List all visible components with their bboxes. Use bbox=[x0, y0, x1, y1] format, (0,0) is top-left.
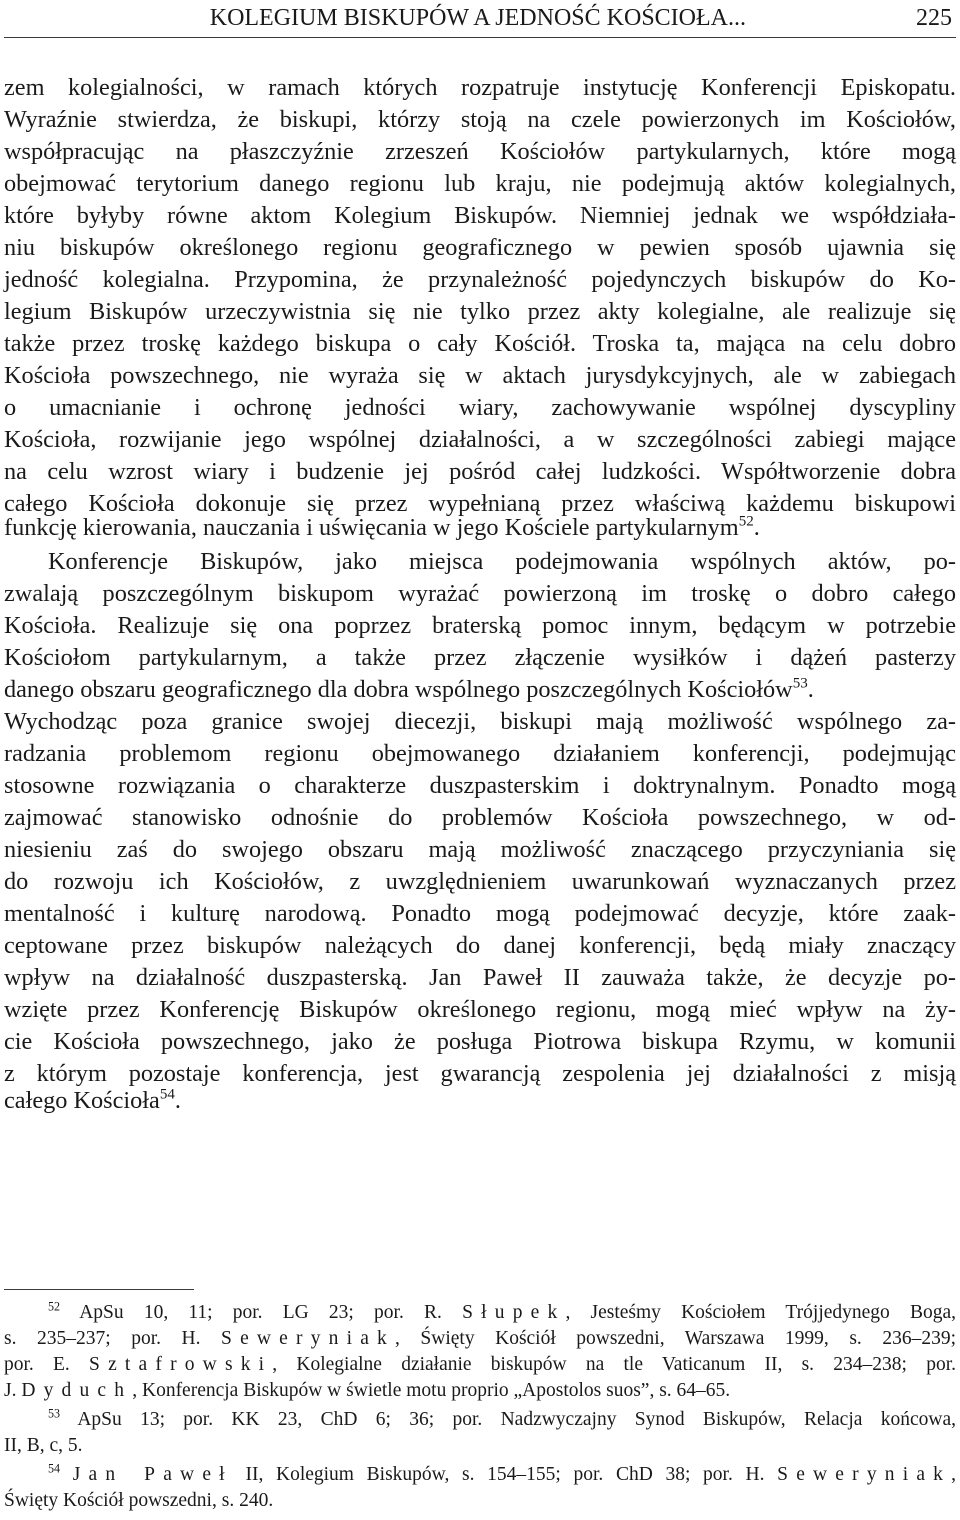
running-title: KOLEGIUM BISKUPÓW A JEDNOŚĆ KOŚCIOŁA... bbox=[209, 5, 746, 31]
body-line-text: funkcję kierowania, nauczania i uświęcania w jego Kościele partykularnym bbox=[4, 514, 739, 541]
body-line: Wychodząc poza granice swojej diecezji, biskupi mają możliwość wspólnego za- bbox=[4, 708, 956, 735]
body-line: stosowne rozwiązania o charakterze duszpasterskim i doktrynalnym. Ponadto mogą bbox=[4, 772, 956, 799]
body-line: niesieniu zaś do swojego obszaru mają możliwość znaczącego przyczyniania się bbox=[4, 836, 956, 863]
footnote-text: ApSu 13; por. KK 23, ChD 6; 36; por. Nadzwyczajny Synod Biskupów, Relacja końcowa, bbox=[77, 1409, 956, 1430]
body-line bbox=[4, 513, 956, 543]
footnote-line bbox=[48, 1463, 956, 1487]
body-line: wzięte przez Konferencję Biskupów określonego regionu, mogą mieć wpływ na ży- bbox=[4, 996, 956, 1023]
body-line-end: . bbox=[753, 514, 760, 541]
body-line: Konferencje Biskupów, jako miejsca podejmowania wspólnych aktów, po- bbox=[48, 548, 956, 575]
footnote-marker: 52 bbox=[48, 1299, 61, 1314]
body-line: z którym pozostaje konferencja, jest gwarancją zespolenia jej działalności z misją bbox=[4, 1060, 956, 1087]
footnote-text: II, Kolegium Biskupów, s. 154–155; por. ChD 38; por. H. bbox=[232, 1464, 765, 1485]
body-line-text: całego Kościoła bbox=[4, 1087, 160, 1114]
body-line: wpływ na działalność duszpasterską. Jan Paweł II zauważa także, że decyzje po- bbox=[4, 964, 956, 991]
author-name: Słupek bbox=[462, 1302, 566, 1323]
footnote-line bbox=[48, 1301, 956, 1325]
author-name: Jan Paweł bbox=[72, 1464, 233, 1485]
body-line: niu biskupów określonego regionu geograficznego w pewien sposób ujawnia się bbox=[4, 234, 956, 261]
footnote-text: , Jesteśmy Kościołem Trójjedynego Boga, bbox=[565, 1302, 957, 1323]
body-line-end: . bbox=[807, 676, 814, 703]
body-line-text: danego obszaru geograficznego dla dobra wspólnego poszczególnych Kościołów bbox=[4, 676, 793, 703]
author-name: Seweryniak bbox=[221, 1328, 395, 1349]
body-line: o umacnianie i ochronę jedności wiary, zachowywanie wspólnej dyscypliny bbox=[4, 394, 956, 421]
body-line: jedność kolegialna. Przypomina, że przynależność pojedynczych biskupów do Ko- bbox=[4, 266, 956, 293]
body-line: na celu wzrost wiary i budzenie jej pośród całej ludzkości. Współtworzenie dobra bbox=[4, 458, 956, 485]
author-name: Dyduch bbox=[21, 1380, 133, 1401]
footnote-ref-53[interactable]: 53 bbox=[792, 675, 808, 692]
footnote-line: Święty Kościół powszedni, s. 240. bbox=[4, 1490, 274, 1511]
author-name: Sztafrowski bbox=[89, 1354, 273, 1375]
footnote-marker: 54 bbox=[48, 1461, 61, 1476]
body-line-end: . bbox=[174, 1087, 181, 1114]
body-line bbox=[4, 1086, 956, 1116]
footnote-text: J. bbox=[4, 1380, 17, 1401]
footnote-text: , Kolegialne działanie biskupów na tle Vaticanum II, s. 234–238; por. bbox=[272, 1354, 956, 1375]
body-line: Kościoła. Realizuje się ona poprzez braterską pomoc innym, będącym w potrzebie bbox=[4, 612, 956, 639]
footnote-text: , Konferencja Biskupów w świetle motu proprio „Apostolos suos”, s. 64–65. bbox=[132, 1380, 731, 1401]
body-line: Kościołom partykularnym, a także przez złączenie wysiłków i dążeń pasterzy bbox=[4, 644, 956, 671]
footnote-ref-52[interactable]: 52 bbox=[738, 513, 754, 530]
footnote-text: por. E. bbox=[4, 1354, 70, 1375]
body-line: Wyraźnie stwierdza, że biskupi, którzy stoją na czele powierzonych im Kościołów, bbox=[4, 106, 956, 133]
footnote-ref-54[interactable]: 54 bbox=[159, 1086, 175, 1103]
footnote-line bbox=[4, 1327, 956, 1351]
body-line: całego Kościoła dokonuje się przez wypełnianą przez właściwą każdemu biskupowi bbox=[4, 490, 956, 517]
author-name: Seweryniak bbox=[777, 1464, 952, 1485]
footnote-marker: 53 bbox=[48, 1406, 61, 1421]
body-line: Kościoła powszechnego, nie wyraża się w aktach jurysdykcyjnych, ale w zabiegach bbox=[4, 362, 956, 389]
body-line: które byłyby równe aktom Kolegium Biskupów. Niemniej jednak we współdziała- bbox=[4, 202, 956, 229]
footnote-line bbox=[48, 1408, 956, 1432]
body-line: zajmować stanowisko odnośnie do problemów Kościoła powszechnego, w od- bbox=[4, 804, 956, 831]
body-line: także przez troskę każdego biskupa o cały Kościół. Troska ta, mająca na celu dobro bbox=[4, 330, 956, 357]
body-line: radzania problemom regionu obejmowanego działaniem konferencji, podejmując bbox=[4, 740, 956, 767]
body-line bbox=[4, 675, 956, 705]
running-header bbox=[0, 3, 956, 33]
body-line: do rozwoju ich Kościołów, z uwzględnieniem uwarunkowań wyznaczanych przez bbox=[4, 868, 956, 895]
body-line: obejmować terytorium danego regionu lub kraju, nie podejmują aktów kolegialnych, bbox=[4, 170, 956, 197]
footnote-text: s. 235–237; por. H. bbox=[4, 1328, 201, 1349]
page-number: 225 bbox=[916, 5, 952, 31]
footnote-rule bbox=[4, 1289, 194, 1290]
body-line: zwalają poszczególnym biskupom wyrażać powierzoną im troskę o dobro całego bbox=[4, 580, 956, 607]
body-line: współpracując na płaszczyźnie zrzeszeń Kościołów partykularnych, które mogą bbox=[4, 138, 956, 165]
body-line: ceptowane przez biskupów należących do danej konferencji, będą miały znaczący bbox=[4, 932, 956, 959]
header-rule bbox=[4, 37, 956, 38]
body-line: cie Kościoła powszechnego, jako że posługa Piotrowa biskupa Rzymu, w komunii bbox=[4, 1028, 956, 1055]
body-line: Kościoła, rozwijanie jego wspólnej działalności, a w szczególności zabiegi mające bbox=[4, 426, 956, 453]
body-line: legium Biskupów urzeczywistnia się nie tylko przez akty kolegialne, ale realizuje się bbox=[4, 298, 956, 325]
footnote-text: , bbox=[951, 1464, 956, 1485]
footnote-line: II, B, c, 5. bbox=[4, 1435, 83, 1456]
body-line: mentalność i kulturę narodową. Ponadto mogą podejmować decyzje, które zaak- bbox=[4, 900, 956, 927]
footnote-text: ApSu 10, 11; por. LG 23; por. R. bbox=[79, 1302, 442, 1323]
footnote-line bbox=[4, 1353, 956, 1377]
footnote-line bbox=[4, 1379, 956, 1403]
body-line: zem kolegialności, w ramach których rozpatruje instytucję Konferencji Episkopatu. bbox=[4, 74, 956, 101]
footnote-text: , Święty Kościół powszedni, Warszawa 1999, s. 236–239; bbox=[395, 1328, 956, 1349]
